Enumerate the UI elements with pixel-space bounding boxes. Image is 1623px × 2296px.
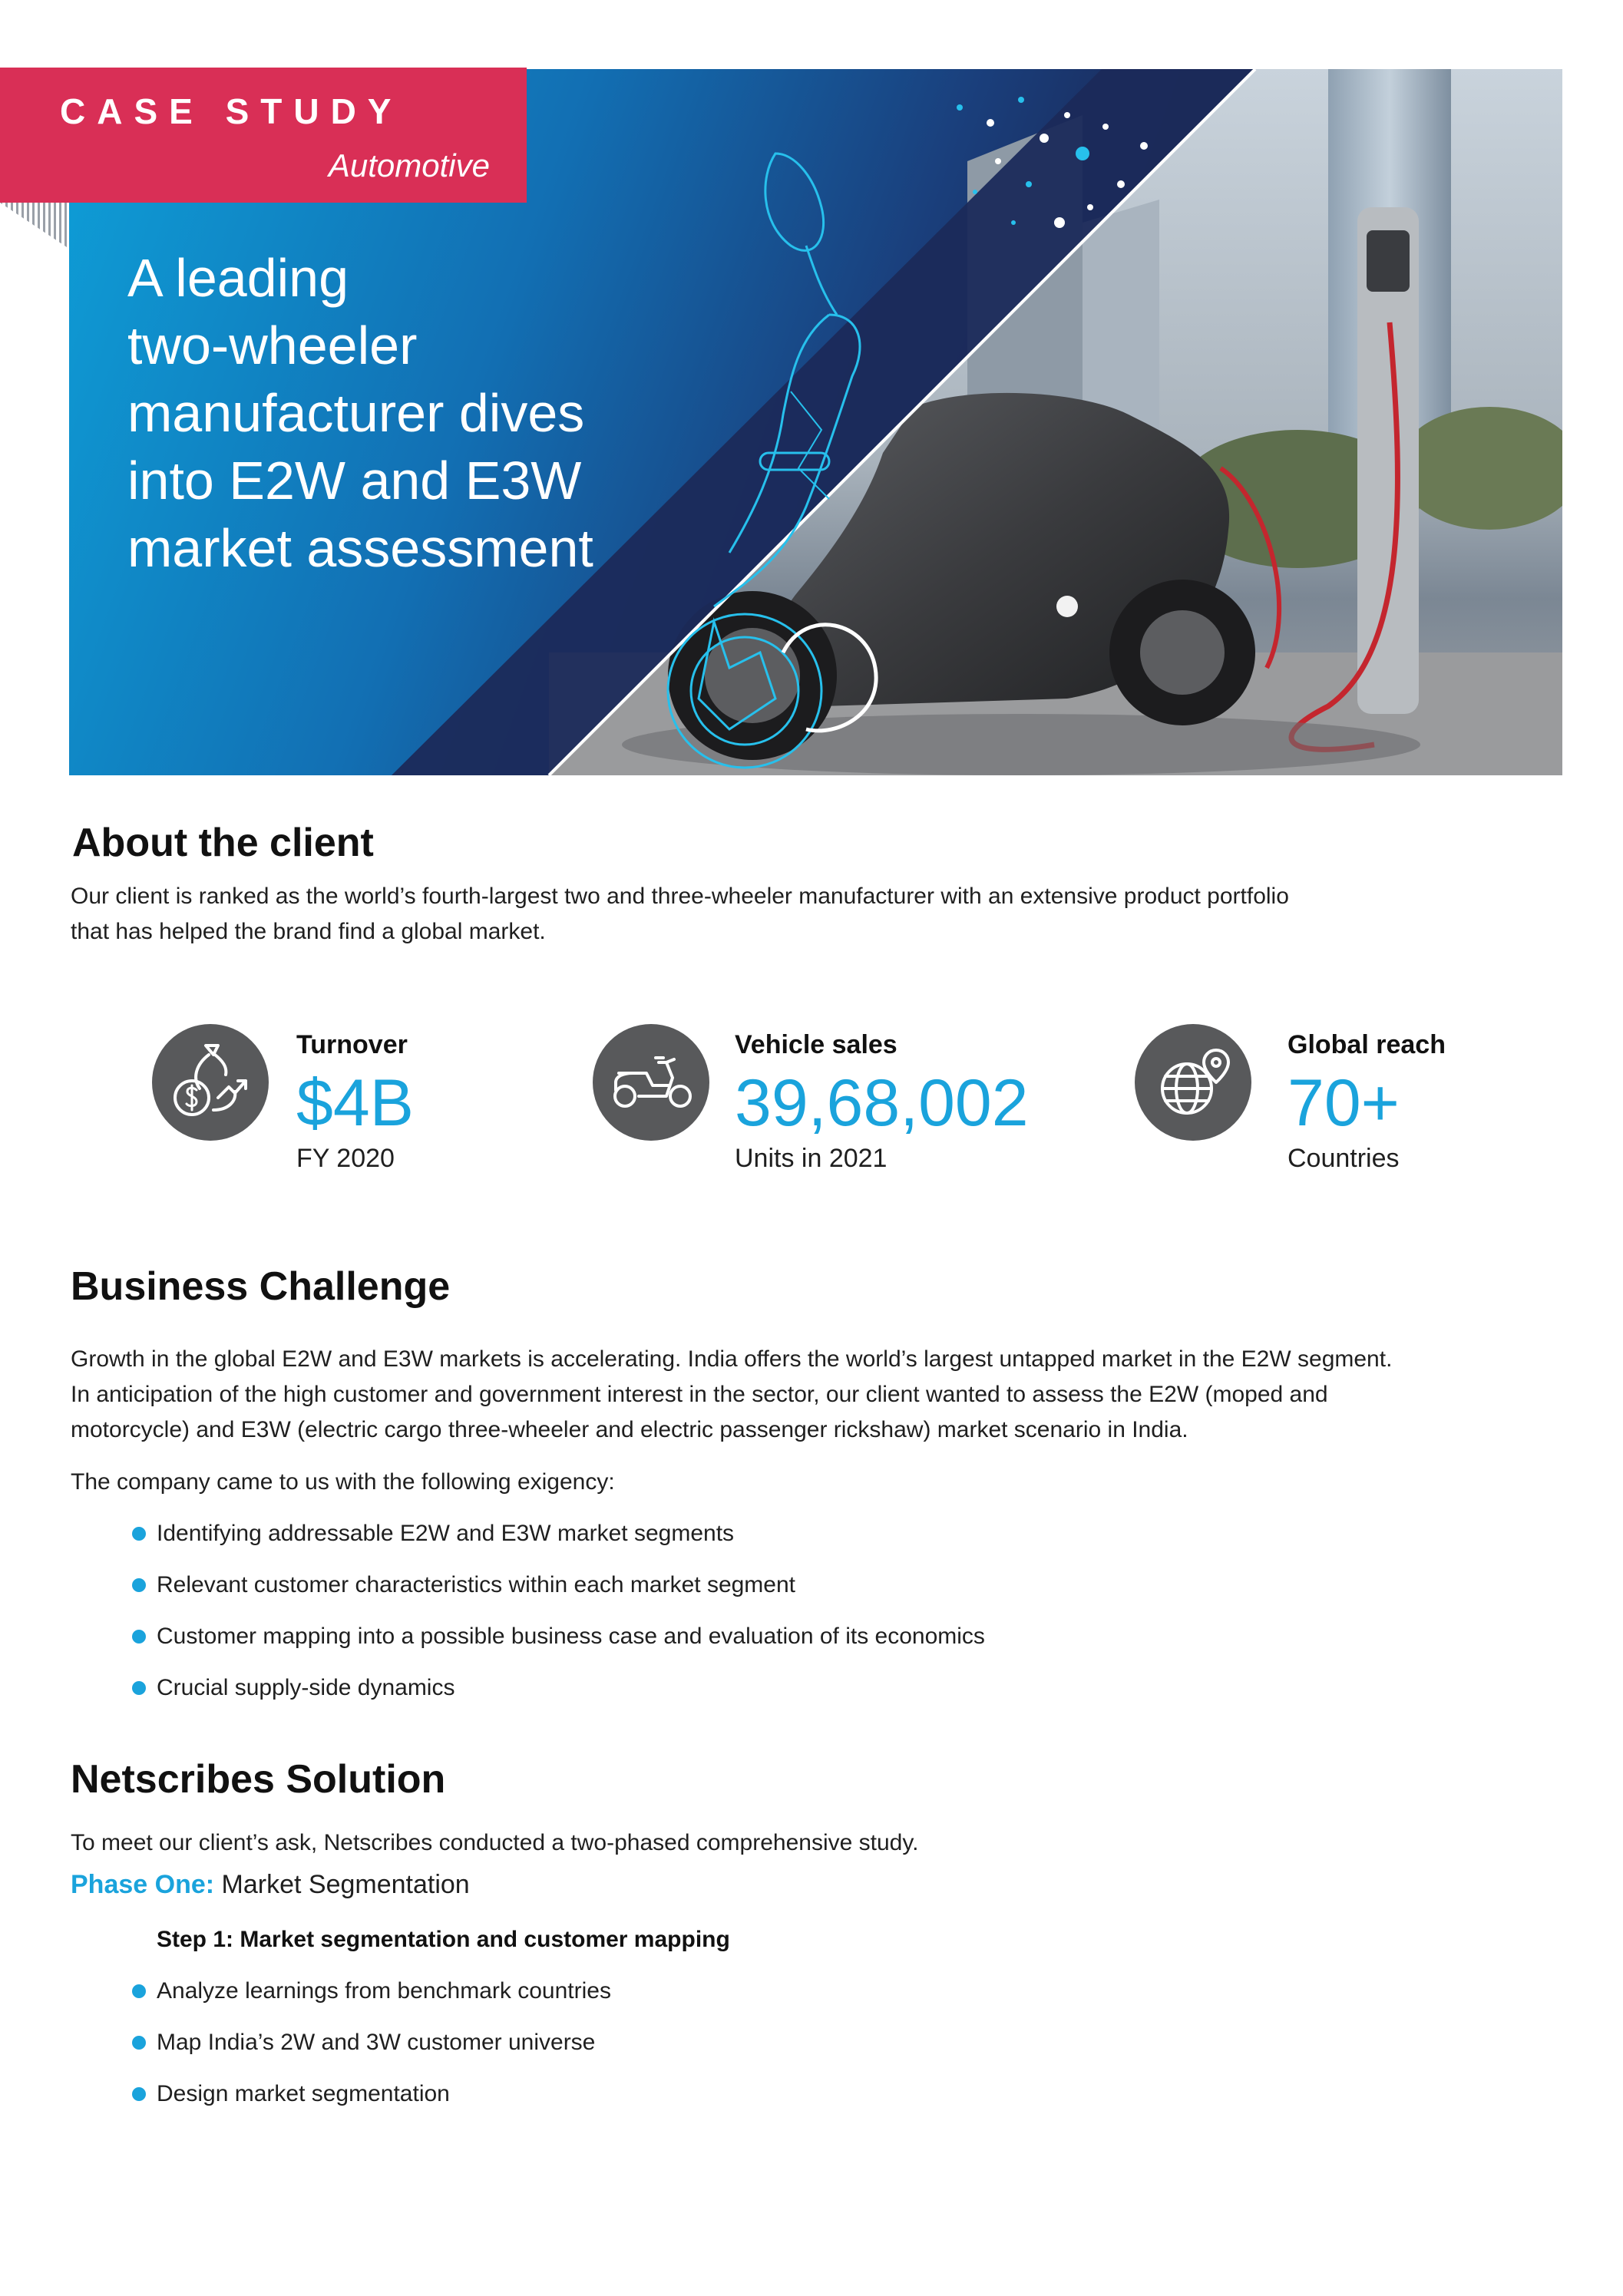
turnover-sub: FY 2020 xyxy=(296,1144,395,1173)
case-study-tag xyxy=(0,68,527,203)
step-title: Step 1: Market segmentation and customer mapping xyxy=(157,1927,730,1952)
challenge-paragraph xyxy=(71,1342,1392,1448)
vehicle-sales-sub: Units in 2021 xyxy=(735,1144,888,1173)
list-item: Crucial supply-side dynamics xyxy=(71,1662,985,1713)
challenge-intro: The company came to us with the following exigency: xyxy=(71,1469,615,1495)
phase-label: Phase One: xyxy=(71,1870,215,1899)
vehicle-sales-label: Vehicle sales xyxy=(735,1030,897,1059)
money-bag-growth-icon xyxy=(152,1024,269,1141)
list-item: Analyze learnings from benchmark countries xyxy=(71,1965,611,2017)
headline-line: A leading xyxy=(127,248,349,308)
about-text-line: that has helped the brand find a global market. xyxy=(71,919,546,944)
about-text xyxy=(71,879,1289,950)
list-item: Design market segmentation xyxy=(71,2068,611,2119)
headline-line: manufacturer dives xyxy=(127,383,585,443)
decorative-stripes xyxy=(0,203,69,249)
headline-line: two-wheeler xyxy=(127,315,418,375)
phase-heading xyxy=(71,1870,470,1900)
headline-line: market assessment xyxy=(127,518,593,578)
bullet-dot-icon xyxy=(132,2087,146,2101)
phase-title: Market Segmentation xyxy=(221,1870,470,1899)
about-text-line: Our client is ranked as the world’s fourth-largest two and three-wheeler manufacturer with an extensive product portfolio xyxy=(71,884,1289,909)
tag-title: CASE STUDY xyxy=(60,91,403,131)
hero-headline xyxy=(127,244,696,582)
about-heading: About the client xyxy=(72,821,374,865)
turnover-label: Turnover xyxy=(296,1030,408,1059)
list-item: Map India’s 2W and 3W customer universe xyxy=(71,2017,611,2068)
bullet-dot-icon xyxy=(132,1527,146,1541)
bullet-dot-icon xyxy=(132,1578,146,1592)
global-reach-label: Global reach xyxy=(1287,1030,1446,1059)
tag-subtitle: Automotive xyxy=(328,147,490,183)
globe-pin-icon xyxy=(1135,1024,1251,1141)
bullet-dot-icon xyxy=(132,1984,146,1998)
bullet-dot-icon xyxy=(132,1630,146,1644)
list-item: Relevant customer characteristics within each market segment xyxy=(71,1559,985,1611)
vehicle-sales-value: 39,68,002 xyxy=(735,1066,1029,1140)
challenge-line: In anticipation of the high customer and government interest in the sector, our client wanted to assess the E2W (moped and xyxy=(71,1382,1328,1407)
challenge-bullet-list xyxy=(71,1508,985,1713)
list-item: Identifying addressable E2W and E3W market segments xyxy=(71,1508,985,1559)
challenge-heading: Business Challenge xyxy=(71,1264,451,1309)
bullet-dot-icon xyxy=(132,2036,146,2050)
global-reach-sub: Countries xyxy=(1287,1144,1400,1173)
scooter-icon xyxy=(593,1024,709,1141)
solution-bullet-list xyxy=(71,1965,611,2119)
global-reach-value: 70+ xyxy=(1287,1066,1400,1140)
challenge-line: Growth in the global E2W and E3W markets is accelerating. India offers the world’s largest untapped market in the E2W segment. xyxy=(71,1346,1393,1372)
turnover-value: $4B xyxy=(296,1066,415,1140)
solution-intro: To meet our client’s ask, Netscribes conducted a two-phased comprehensive study. xyxy=(71,1830,919,1855)
headline-line: into E2W and E3W xyxy=(127,451,582,510)
bullet-dot-icon xyxy=(132,1681,146,1695)
solution-heading: Netscribes Solution xyxy=(71,1757,446,1802)
challenge-line: motorcycle) and E3W (electric cargo three-wheeler and electric passenger rickshaw) market scenario in India. xyxy=(71,1417,1188,1442)
list-item: Customer mapping into a possible business case and evaluation of its economics xyxy=(71,1611,985,1662)
